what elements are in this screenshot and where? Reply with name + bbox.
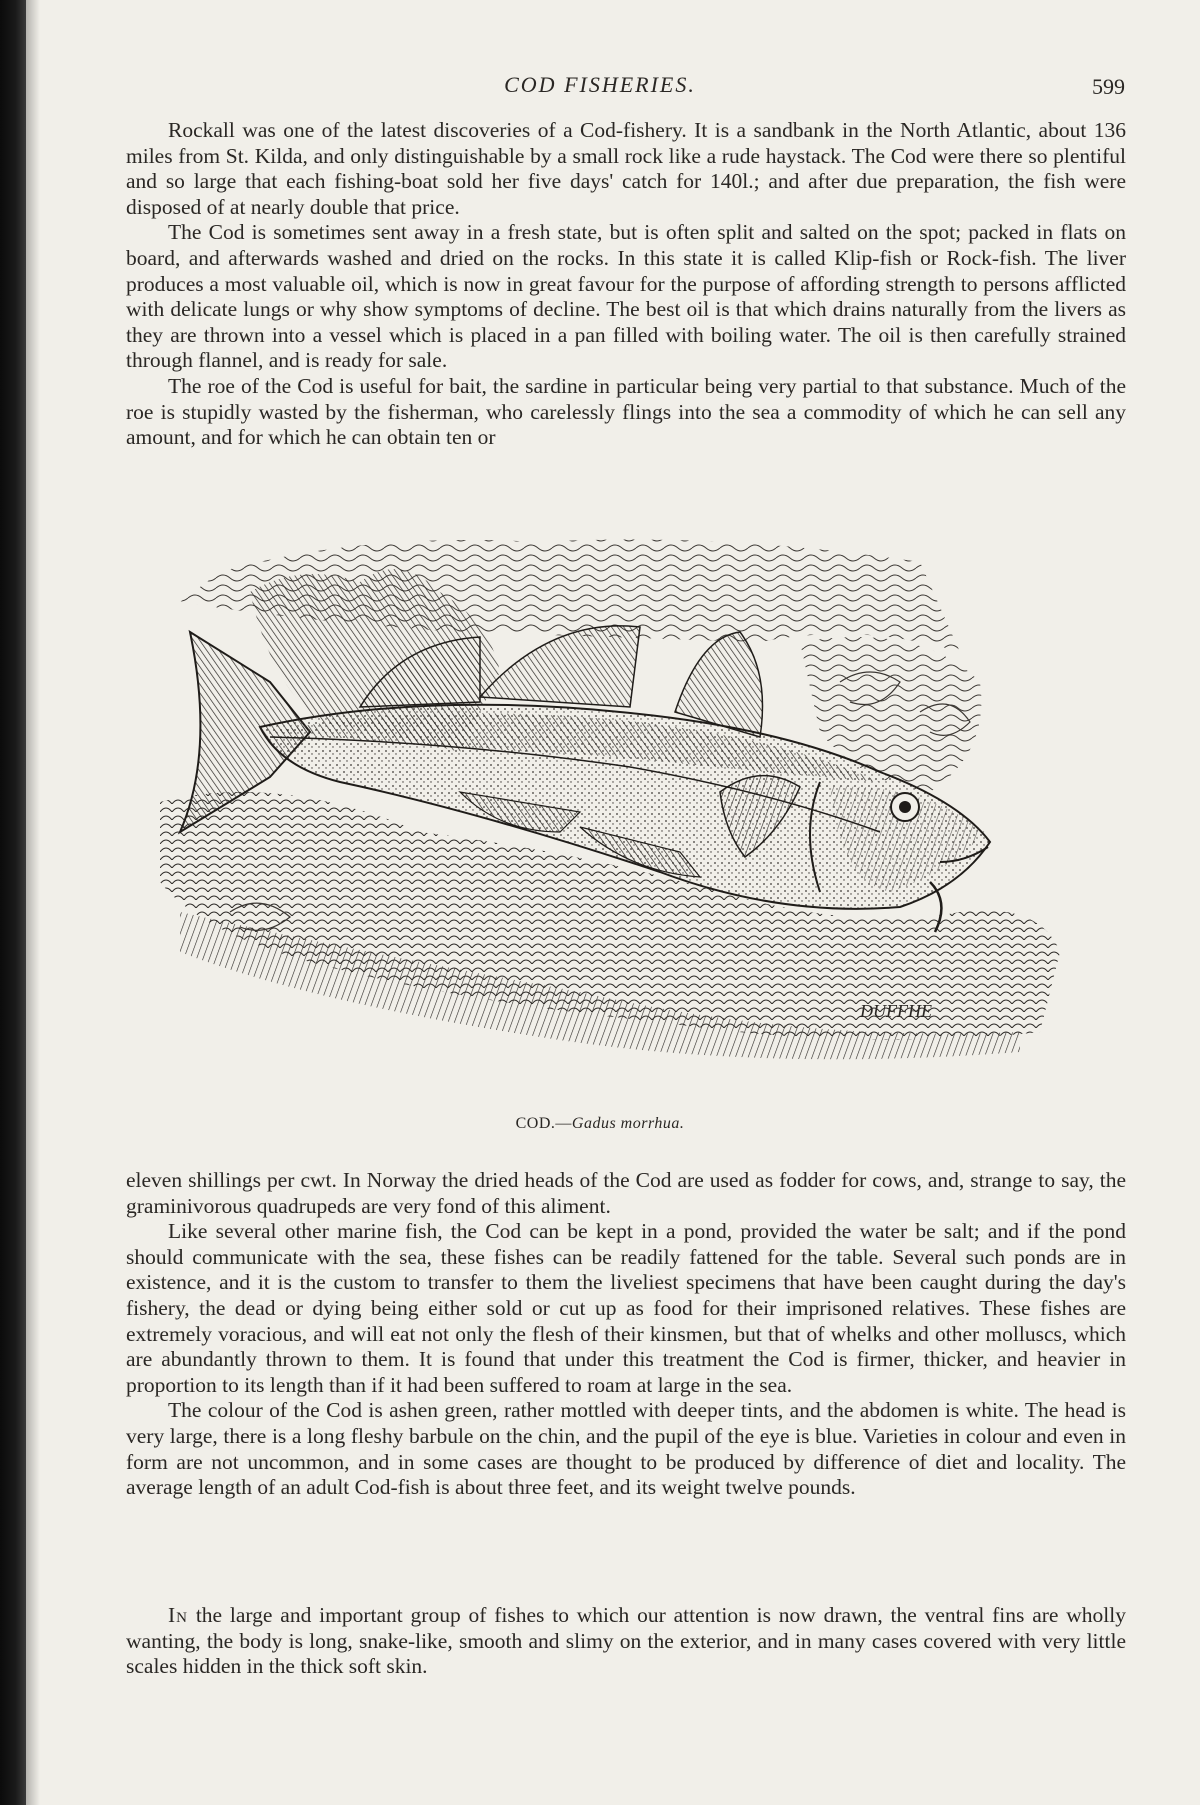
paragraph-rest: the large and important group of fishes to which our attention is now drawn, the ventral fins are wholly wanting, the body is long, snake-like, smooth and slimy on the exterior, and in many cases covered with very little scales hidden in the thick soft skin.: [126, 1603, 1126, 1679]
paragraph-lead-word: In: [168, 1603, 188, 1627]
running-head-title: COD FISHERIES.: [504, 72, 696, 97]
book-spine-shadow: [0, 0, 26, 1805]
text-block-top: [126, 118, 1126, 451]
paragraph-rockall: Rockall was one of the latest discoveries of a Cod-fishery. It is a sandbank in the North Atlantic, about 136 miles from St. Kilda, and only distinguishable by a small rock like a rude haystack. The Cod were there so plentiful and so large that each fishing-boat sold her five days' catch for 140l.; and after due preparation, the fish were disposed of at nearly double that price.: [126, 118, 1126, 219]
text-block-bottom: [126, 1168, 1126, 1501]
paragraph-eels-intro: [126, 1603, 1126, 1680]
page-number: 599: [1092, 74, 1125, 99]
paragraph-klip-fish: The Cod is sometimes sent away in a fresh state, but is often split and salted on the spot; packed in flats on board, and afterwards washed and dried on the rocks. In this state it is called Klip-fish or Rock-fish. The liver produces a most valuable oil, which is now in great favour for the purpose of affording strength to persons afflicted with delicate lungs or why show symptoms of decline. The best oil is that which drains naturally from the livers as they are thrown into a vessel which is placed in a pan filled with boiling water. The oil is then carefully strained through flannel, and is ready for sale.: [126, 220, 1126, 373]
second-dorsal-fin: [480, 626, 640, 707]
cod-engraving: [160, 532, 1105, 1097]
caption-latin-name: Gadus morrhua.: [571, 1115, 685, 1132]
running-head: [0, 72, 1200, 102]
paragraph-ponds: Like several other marine fish, the Cod can be kept in a pond, provided the water be salt; and if the pond should communicate with the sea, these fishes can be readily fattened for the table. Several such ponds are in existence, and it is the custom to transfer to them the liveliest specimens that have been caught during the day's fishery, the dead or dying being either sold or cut up as food for their imprisoned relatives. These fishes are extremely voracious, and will eat not only the flesh of their kinsmen, but that of whelks and other molluscs, which are abundantly thrown to them. It is found that under this treatment the Cod is firmer, thicker, and heavier in proportion to its length than if it had been suffered to roam at large in the sea.: [126, 1219, 1126, 1397]
cod-illustration: [160, 532, 1105, 1097]
caption-label: COD.—: [515, 1115, 572, 1132]
gutter-shadow: [26, 0, 40, 1805]
engraver-signature: DUFFHE: [860, 1001, 932, 1021]
figure-caption: [0, 1115, 1200, 1133]
cod-pupil: [899, 801, 911, 813]
paragraph-colour: The colour of the Cod is ashen green, rather mottled with deeper tints, and the abdomen is white. The head is very large, there is a long fleshy barbule on the chin, and the pupil of the eye is blue. Varieties in colour and even in form are not uncommon, and in some cases are thought to be produced by difference of diet and locality. The average length of an adult Cod-fish is about three feet, and its weight twelve pounds.: [126, 1398, 1126, 1500]
text-block-final: [126, 1603, 1126, 1680]
paragraph-continuation: eleven shillings per cwt. In Norway the dried heads of the Cod are used as fodder for cows, and, strange to say, the graminivorous quadrupeds are very fond of this aliment.: [126, 1168, 1126, 1218]
paragraph-roe: The roe of the Cod is useful for bait, the sardine in particular being very partial to that substance. Much of the roe is stupidly wasted by the fisherman, who carelessly flings into the sea a commodity of which he can sell any amount, and for which he can obtain ten or: [126, 373, 1126, 450]
